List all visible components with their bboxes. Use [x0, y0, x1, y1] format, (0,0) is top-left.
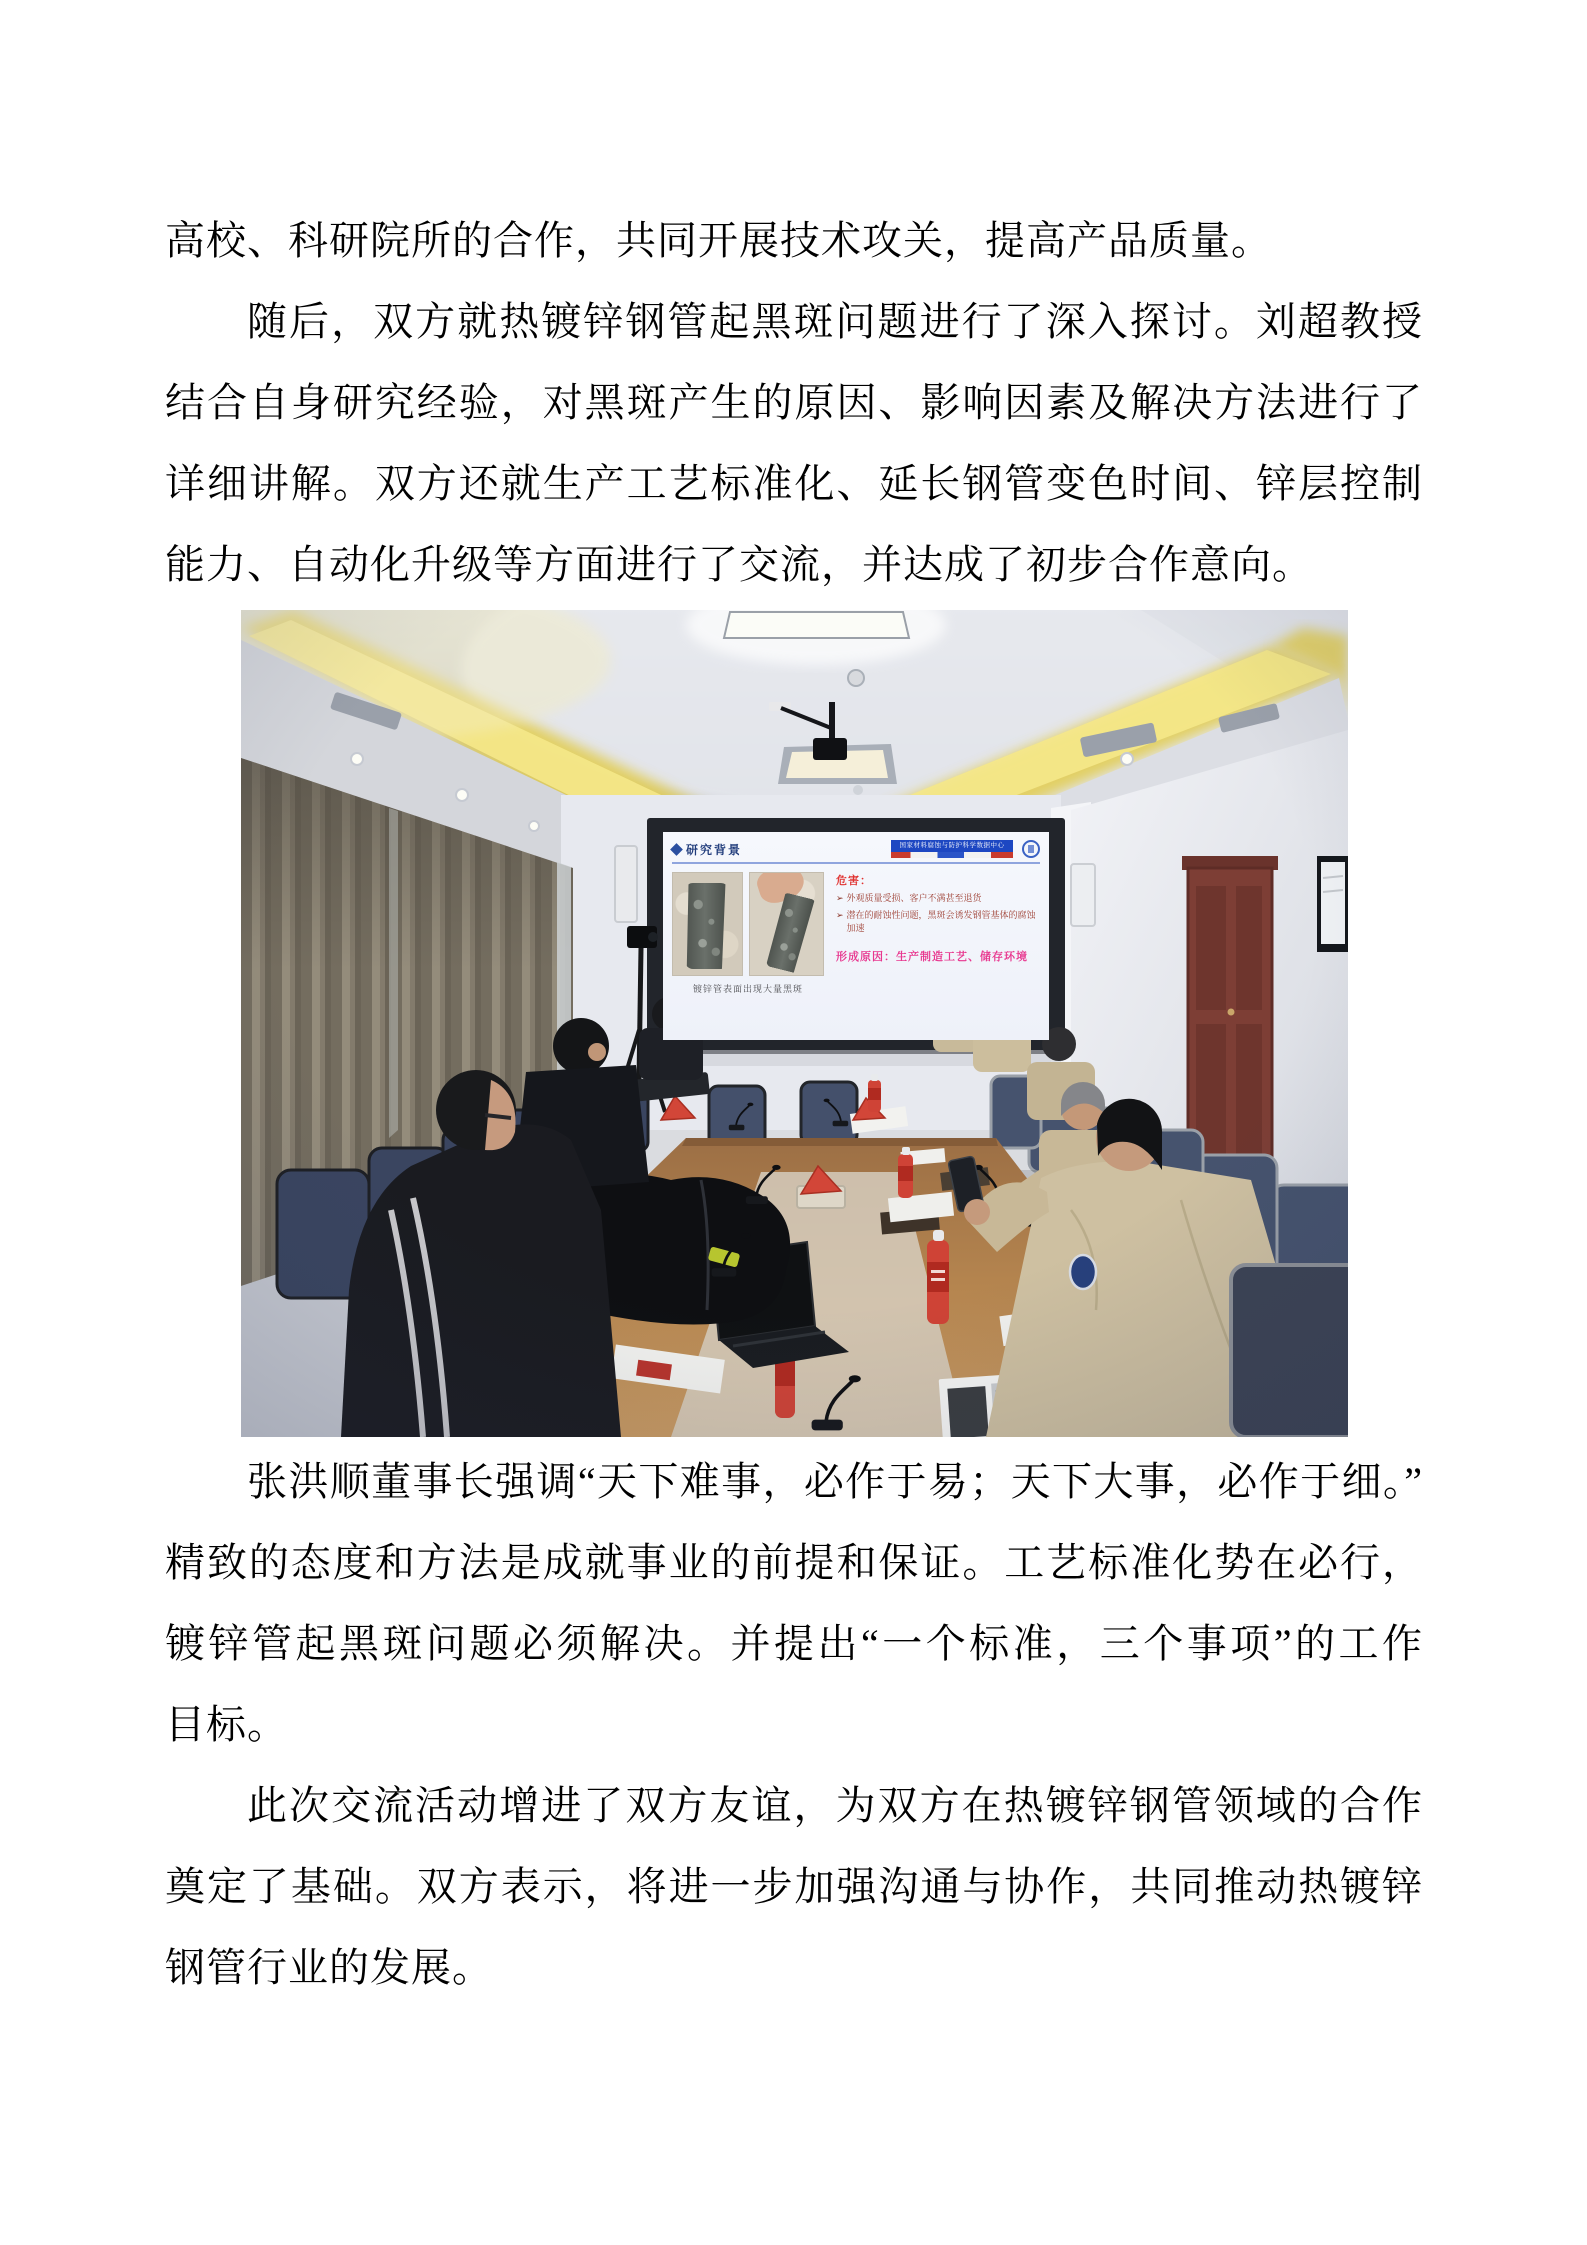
body-text-line: 详细讲解。双方还就生产工艺标准化、延长钢管变色时间、锌层控制: [165, 461, 1423, 506]
body-text-line: 张洪顺董事长强调“天下难事，必作于易；天下大事，必作于细。”: [247, 1459, 1423, 1504]
conference-room-photo: [241, 610, 1348, 1437]
bullet-arrow-icon: ➢: [836, 893, 844, 903]
slide-cause-text: 形成原因：生产制造工艺、储存环境: [836, 951, 1028, 963]
body-text-line: 结合自身研究经验，对黑斑产生的原因、影响因素及解决方法进行了: [165, 380, 1423, 425]
galvanized-pipe-image: [685, 883, 729, 969]
body-text-line: 此次交流活动增进了双方友谊，为双方在热镀锌钢管领域的合作: [247, 1783, 1423, 1828]
pipe-photo-1: [672, 872, 743, 976]
pipe-photo-2: [749, 872, 824, 976]
body-text-line: 钢管行业的发展。: [165, 1945, 493, 1990]
bullet-arrow-icon: ➢: [836, 910, 844, 920]
body-text-line: 能力、自动化升级等方面进行了交流，并达成了初步合作意向。: [165, 542, 1313, 587]
slide-divider: [672, 862, 1040, 864]
slide-harm-heading: 危害：: [836, 875, 872, 887]
body-text-line: 目标。: [165, 1702, 288, 1747]
slide-image-caption: 镀锌管表面出现大量黑斑: [692, 984, 803, 994]
presentation-slide: [663, 832, 1049, 1040]
body-text-line: 高校、科研院所的合作，共同开展技术攻关，提高产品质量。: [165, 218, 1272, 263]
slide-bullet-text: 潜在的耐蚀性问题，黑斑会诱发钢管基体的腐蚀加速: [846, 910, 1036, 933]
body-text-line: 精致的态度和方法是成就事业的前提和保证。工艺标准化势在必行，: [165, 1540, 1423, 1585]
slide-bullet-text: 外观质量受损、客户不满甚至退货: [846, 893, 982, 903]
body-text-line: 镀锌管起黑斑问题必须解决。并提出“一个标准，三个事项”的工作: [165, 1621, 1423, 1666]
slide-banner-substrip: [891, 852, 1013, 858]
slide-bullet: [836, 892, 1040, 905]
body-text-top: [165, 200, 1423, 605]
body-text-bottom: [165, 1441, 1423, 2008]
slide-banner-text: 国家材料腐蚀与防护科学数据中心: [891, 840, 1013, 852]
galvanized-pipe-image: [765, 892, 816, 974]
slide-bullet: [836, 909, 1040, 935]
body-text-line: 随后，双方就热镀锌钢管起黑斑问题进行了深入探讨。刘超教授: [247, 299, 1423, 344]
body-text-line: 奠定了基础。双方表示，将进一步加强沟通与协作，共同推动热镀锌: [165, 1864, 1423, 1909]
slide-banner: [891, 840, 1013, 858]
slide-logo-icon: [1022, 840, 1040, 858]
slide-diamond-icon: [670, 843, 683, 856]
slide-title: 研究背景: [686, 842, 743, 857]
